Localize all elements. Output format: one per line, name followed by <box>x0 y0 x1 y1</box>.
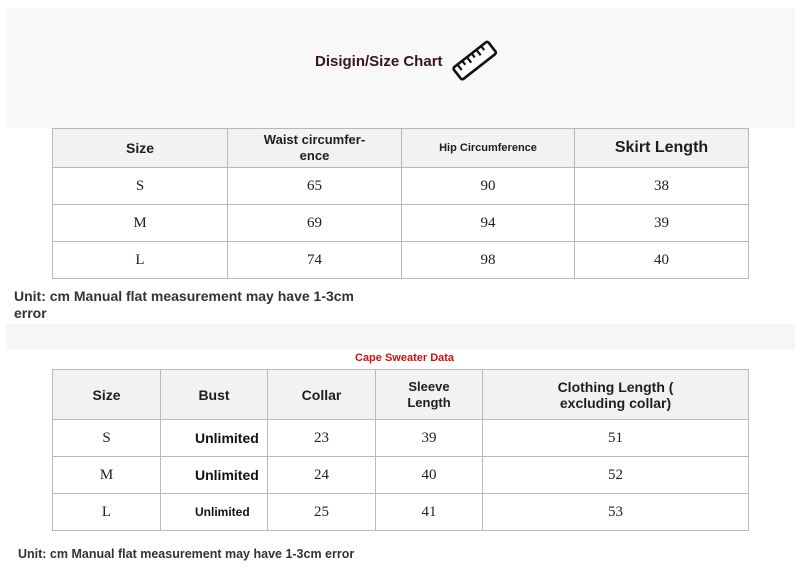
header-hip: Hip Circumference <box>402 129 575 168</box>
cell-bust: Unlimited <box>161 420 268 457</box>
cell-waist: 65 <box>228 168 402 205</box>
cell-bust: Unlimited <box>161 494 268 531</box>
table-header-row <box>53 370 749 420</box>
cell-collar: 24 <box>268 457 376 494</box>
table-header-row <box>53 129 749 168</box>
cell-skirt-length: 38 <box>575 168 749 205</box>
chart-header <box>315 36 501 86</box>
table-row <box>53 420 749 457</box>
cape-size-table <box>52 369 749 531</box>
header-waist: Waist circumfer- ence <box>228 129 402 168</box>
table-row <box>53 457 749 494</box>
cell-clothing-length: 53 <box>483 494 749 531</box>
cell-collar: 25 <box>268 494 376 531</box>
table-row <box>53 205 749 242</box>
cell-size: S <box>53 420 161 457</box>
cape-subtitle: Cape Sweater Data <box>355 352 455 364</box>
cell-skirt-length: 40 <box>575 242 749 279</box>
header-skirt-length: Skirt Length <box>575 129 749 168</box>
cell-clothing-length: 52 <box>483 457 749 494</box>
cell-collar: 23 <box>268 420 376 457</box>
cell-skirt-length: 39 <box>575 205 749 242</box>
measurement-note: Unit: cm Manual flat measurement may have 1-3cm error <box>14 288 355 321</box>
chart-title: Disigin/Size Chart <box>315 52 443 70</box>
cell-clothing-length: 51 <box>483 420 749 457</box>
header-bust: Bust <box>161 370 268 420</box>
cell-size: L <box>53 242 228 279</box>
measurement-note: Unit: cm Manual flat measurement may have 1-3cm error <box>18 547 355 561</box>
header-sleeve-length: Sleeve Length <box>376 370 483 420</box>
table-row <box>53 494 749 531</box>
cell-size: M <box>53 457 161 494</box>
subtitle-band <box>6 324 795 350</box>
cell-hip: 94 <box>402 205 575 242</box>
header-collar: Collar <box>268 370 376 420</box>
cell-size: S <box>53 168 228 205</box>
table-row <box>53 168 749 205</box>
header-clothing-length: Clothing Length ( excluding collar) <box>483 370 749 420</box>
header-size: Size <box>53 129 228 168</box>
cell-hip: 98 <box>402 242 575 279</box>
cell-sleeve-length: 39 <box>376 420 483 457</box>
cell-waist: 74 <box>228 242 402 279</box>
cell-sleeve-length: 41 <box>376 494 483 531</box>
cell-size: L <box>53 494 161 531</box>
cell-bust: Unlimited <box>161 457 268 494</box>
cell-waist: 69 <box>228 205 402 242</box>
cell-sleeve-length: 40 <box>376 457 483 494</box>
table-row <box>53 242 749 279</box>
cell-size: M <box>53 205 228 242</box>
header-size: Size <box>53 370 161 420</box>
skirt-size-table <box>52 128 749 279</box>
cell-hip: 90 <box>402 168 575 205</box>
ruler-icon <box>449 36 501 86</box>
